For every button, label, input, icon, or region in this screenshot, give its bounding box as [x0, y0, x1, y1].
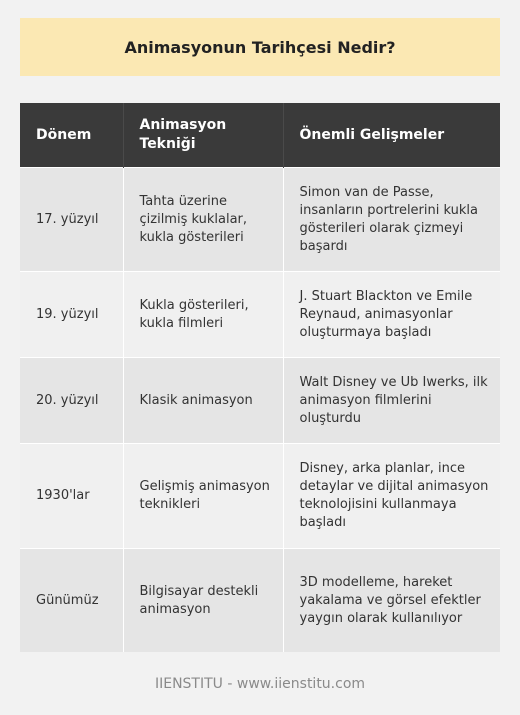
cell-developments: 3D modelleme, hareket yakalama ve görsel efektler yaygın olarak kullanılıyor [283, 549, 500, 653]
cell-technique: Gelişmiş animasyon teknikleri [123, 444, 283, 549]
header-technique: Animasyon Tekniği [123, 103, 283, 168]
cell-technique: Bilgisayar destekli animasyon [123, 549, 283, 653]
title-banner [20, 18, 500, 76]
table-row [20, 549, 500, 653]
page-title: Animasyonun Tarihçesi Nedir? [124, 37, 396, 57]
cell-period: 1930'lar [20, 444, 123, 549]
cell-technique: Kukla gösterileri, kukla filmleri [123, 272, 283, 358]
cell-technique: Klasik animasyon [123, 358, 283, 444]
cell-period: 20. yüzyıl [20, 358, 123, 444]
table-header [20, 103, 500, 168]
header-row [20, 103, 500, 168]
table-row [20, 358, 500, 444]
cell-period: Günümüz [20, 549, 123, 653]
header-developments: Önemli Gelişmeler [283, 103, 500, 168]
cell-period: 19. yüzyıl [20, 272, 123, 358]
cell-developments: Disney, arka planlar, ince detaylar ve dijital animasyon teknolojisini kullanmaya başladı [283, 444, 500, 549]
history-table [20, 103, 500, 652]
cell-developments: J. Stuart Blackton ve Emile Reynaud, animasyonlar oluşturmaya başladı [283, 272, 500, 358]
table-row [20, 168, 500, 272]
history-table-container [20, 103, 500, 652]
cell-developments: Walt Disney ve Ub Iwerks, ilk animasyon filmlerini oluşturdu [283, 358, 500, 444]
cell-technique: Tahta üzerine çizilmiş kuklalar, kukla gösterileri [123, 168, 283, 272]
cell-developments: Simon van de Passe, insanların portrelerini kukla gösterileri olarak çizmeyi başardı [283, 168, 500, 272]
cell-period: 17. yüzyıl [20, 168, 123, 272]
header-period: Dönem [20, 103, 123, 168]
table-row [20, 444, 500, 549]
table-body [20, 168, 500, 653]
footer-credit: IIENSTITU - www.iienstitu.com [154, 676, 366, 692]
table-row [20, 272, 500, 358]
